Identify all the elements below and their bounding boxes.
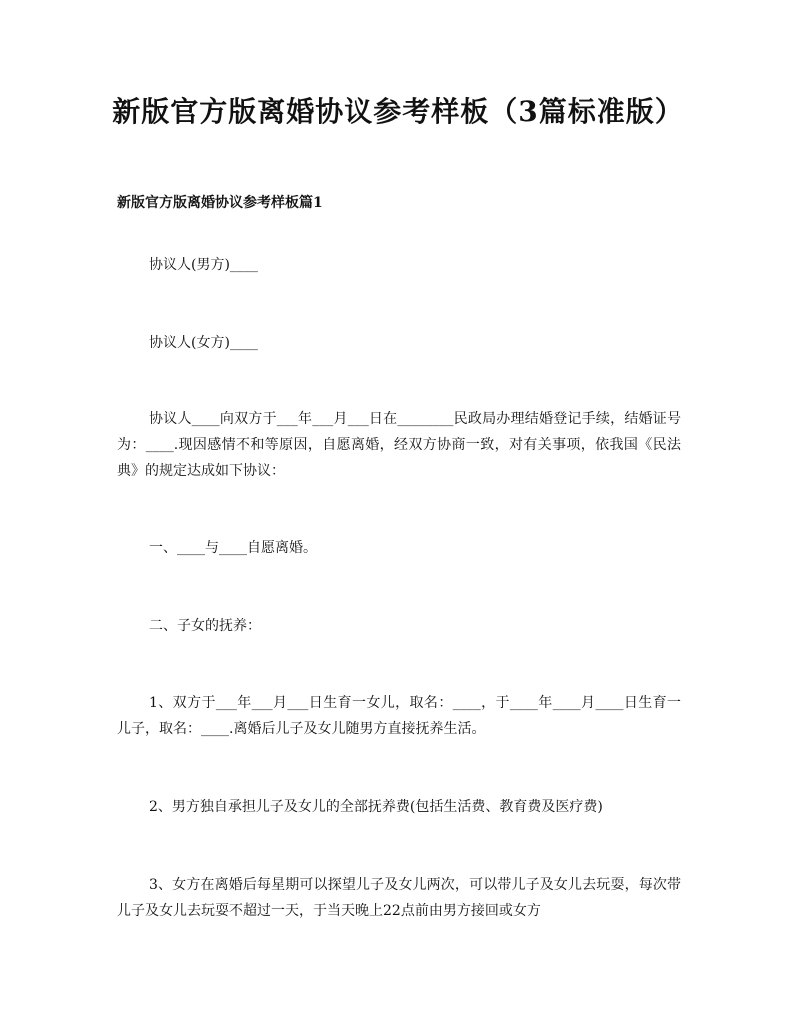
paragraph-female-party: 协议人(女方)____	[149, 335, 258, 351]
paragraph-male-party: 协议人(男方)____	[149, 257, 258, 273]
paragraph-clause-2-item-2: 2、男方独自承担儿子及女儿的全部抚养费(包括生活费、教育费及医疗费)	[149, 799, 603, 815]
paragraph-clause-2-item-1: 1、双方于___年___月___日生育一女儿，取名：____，于____年____月____日生育一儿子，取名：____.离婚后儿子及女儿随男方直接抚养生活。	[117, 695, 681, 737]
paragraph-clause-1: 一、____与____自愿离婚。	[149, 540, 317, 556]
section-heading: 新版官方版离婚协议参考样板篇1	[117, 195, 323, 211]
paragraph-preamble: 协议人____向双方于___年___月___日在________民政局办理结婚登记手续，结婚证号为：____.现因感情不和等原因，自愿离婚，经双方协商一致，对有关事项，依我国《民法典》的规定达成如下协议：	[117, 411, 681, 479]
paragraph-clause-2-heading: 二、子女的抚养：	[149, 618, 261, 634]
paragraph-clause-2-item-3: 3、女方在离婚后每星期可以探望儿子及女儿两次，可以带儿子及女儿去玩耍，每次带儿子及女儿去玩耍不超过一天，于当天晚上22点前由男方接回或女方	[117, 877, 681, 919]
document-title: 新版官方版离婚协议参考样板（3篇标准版）	[112, 95, 684, 128]
